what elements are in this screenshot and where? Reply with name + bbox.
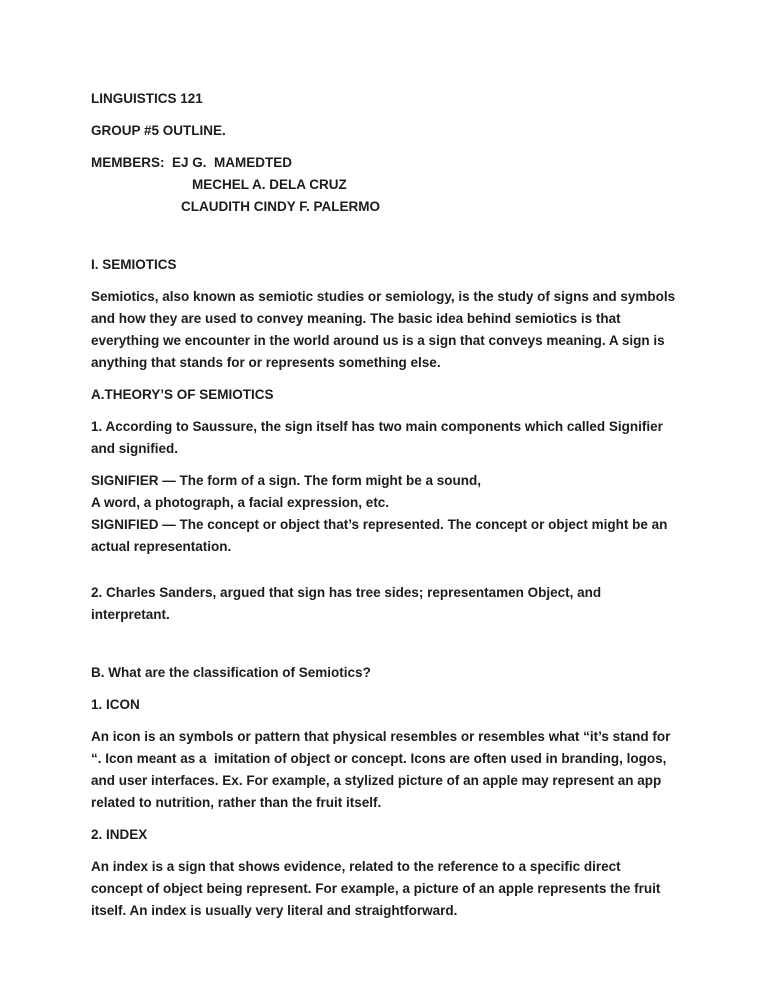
signifier-signified-block (91, 470, 676, 558)
members-line-1: MEMBERS: EJ G. MAMEDTED (91, 155, 293, 170)
signified-line: SIGNIFIED — The concept or object that’s represented. The concept or object might be an actual representation. (91, 517, 672, 554)
classification-heading: B. What are the classification of Semiotics? (91, 665, 371, 680)
semiotics-paragraph: Semiotics, also known as semiotic studies or semiology, is the study of signs and symbols and how they are used to convey meaning. The basic idea behind semiotics is that everything we encounter in the world around us is a sign that conveys meaning. A sign is anything that stands for or represents something else. (91, 289, 679, 370)
signifier-line-1: SIGNIFIER — The form of a sign. The form might be a sound, (91, 473, 482, 488)
index-heading: 2. INDEX (91, 827, 148, 842)
outline-title: GROUP #5 OUTLINE. (91, 123, 226, 138)
saussure-paragraph: 1. According to Saussure, the sign itself has two main components which called Signifier and signified. (91, 419, 667, 456)
theory-heading: A.THEORY’S OF SEMIOTICS (91, 387, 274, 402)
section-1-heading: I. SEMIOTICS (91, 257, 177, 272)
index-paragraph: An index is a sign that shows evidence, related to the reference to a specific direct concept of object being represent. For example, a picture of an apple represents the fruit itself. An index is usually very literal and straightforward. (91, 859, 665, 918)
members-line-3: CLAUDITH CINDY F. PALERMO (181, 199, 380, 214)
icon-heading: 1. ICON (91, 697, 140, 712)
members-line-2: MECHEL A. DELA CRUZ (192, 177, 347, 192)
icon-paragraph: An icon is an symbols or pattern that physical resembles or resembles what “it’s stand for “. Icon meant as a imitation of object or concept. Icons are often used in branding, logos, and user interfaces. Ex. For example, a stylized picture of an apple may represent an app related to nutrition, rather than the fruit itself. (91, 729, 675, 810)
signifier-line-2: A word, a photograph, a facial expression, etc. (91, 495, 390, 510)
course-title: LINGUISTICS 121 (91, 91, 203, 106)
charles-sanders-paragraph: 2. Charles Sanders, argued that sign has tree sides; representamen Object, and interpretant. (91, 585, 605, 622)
